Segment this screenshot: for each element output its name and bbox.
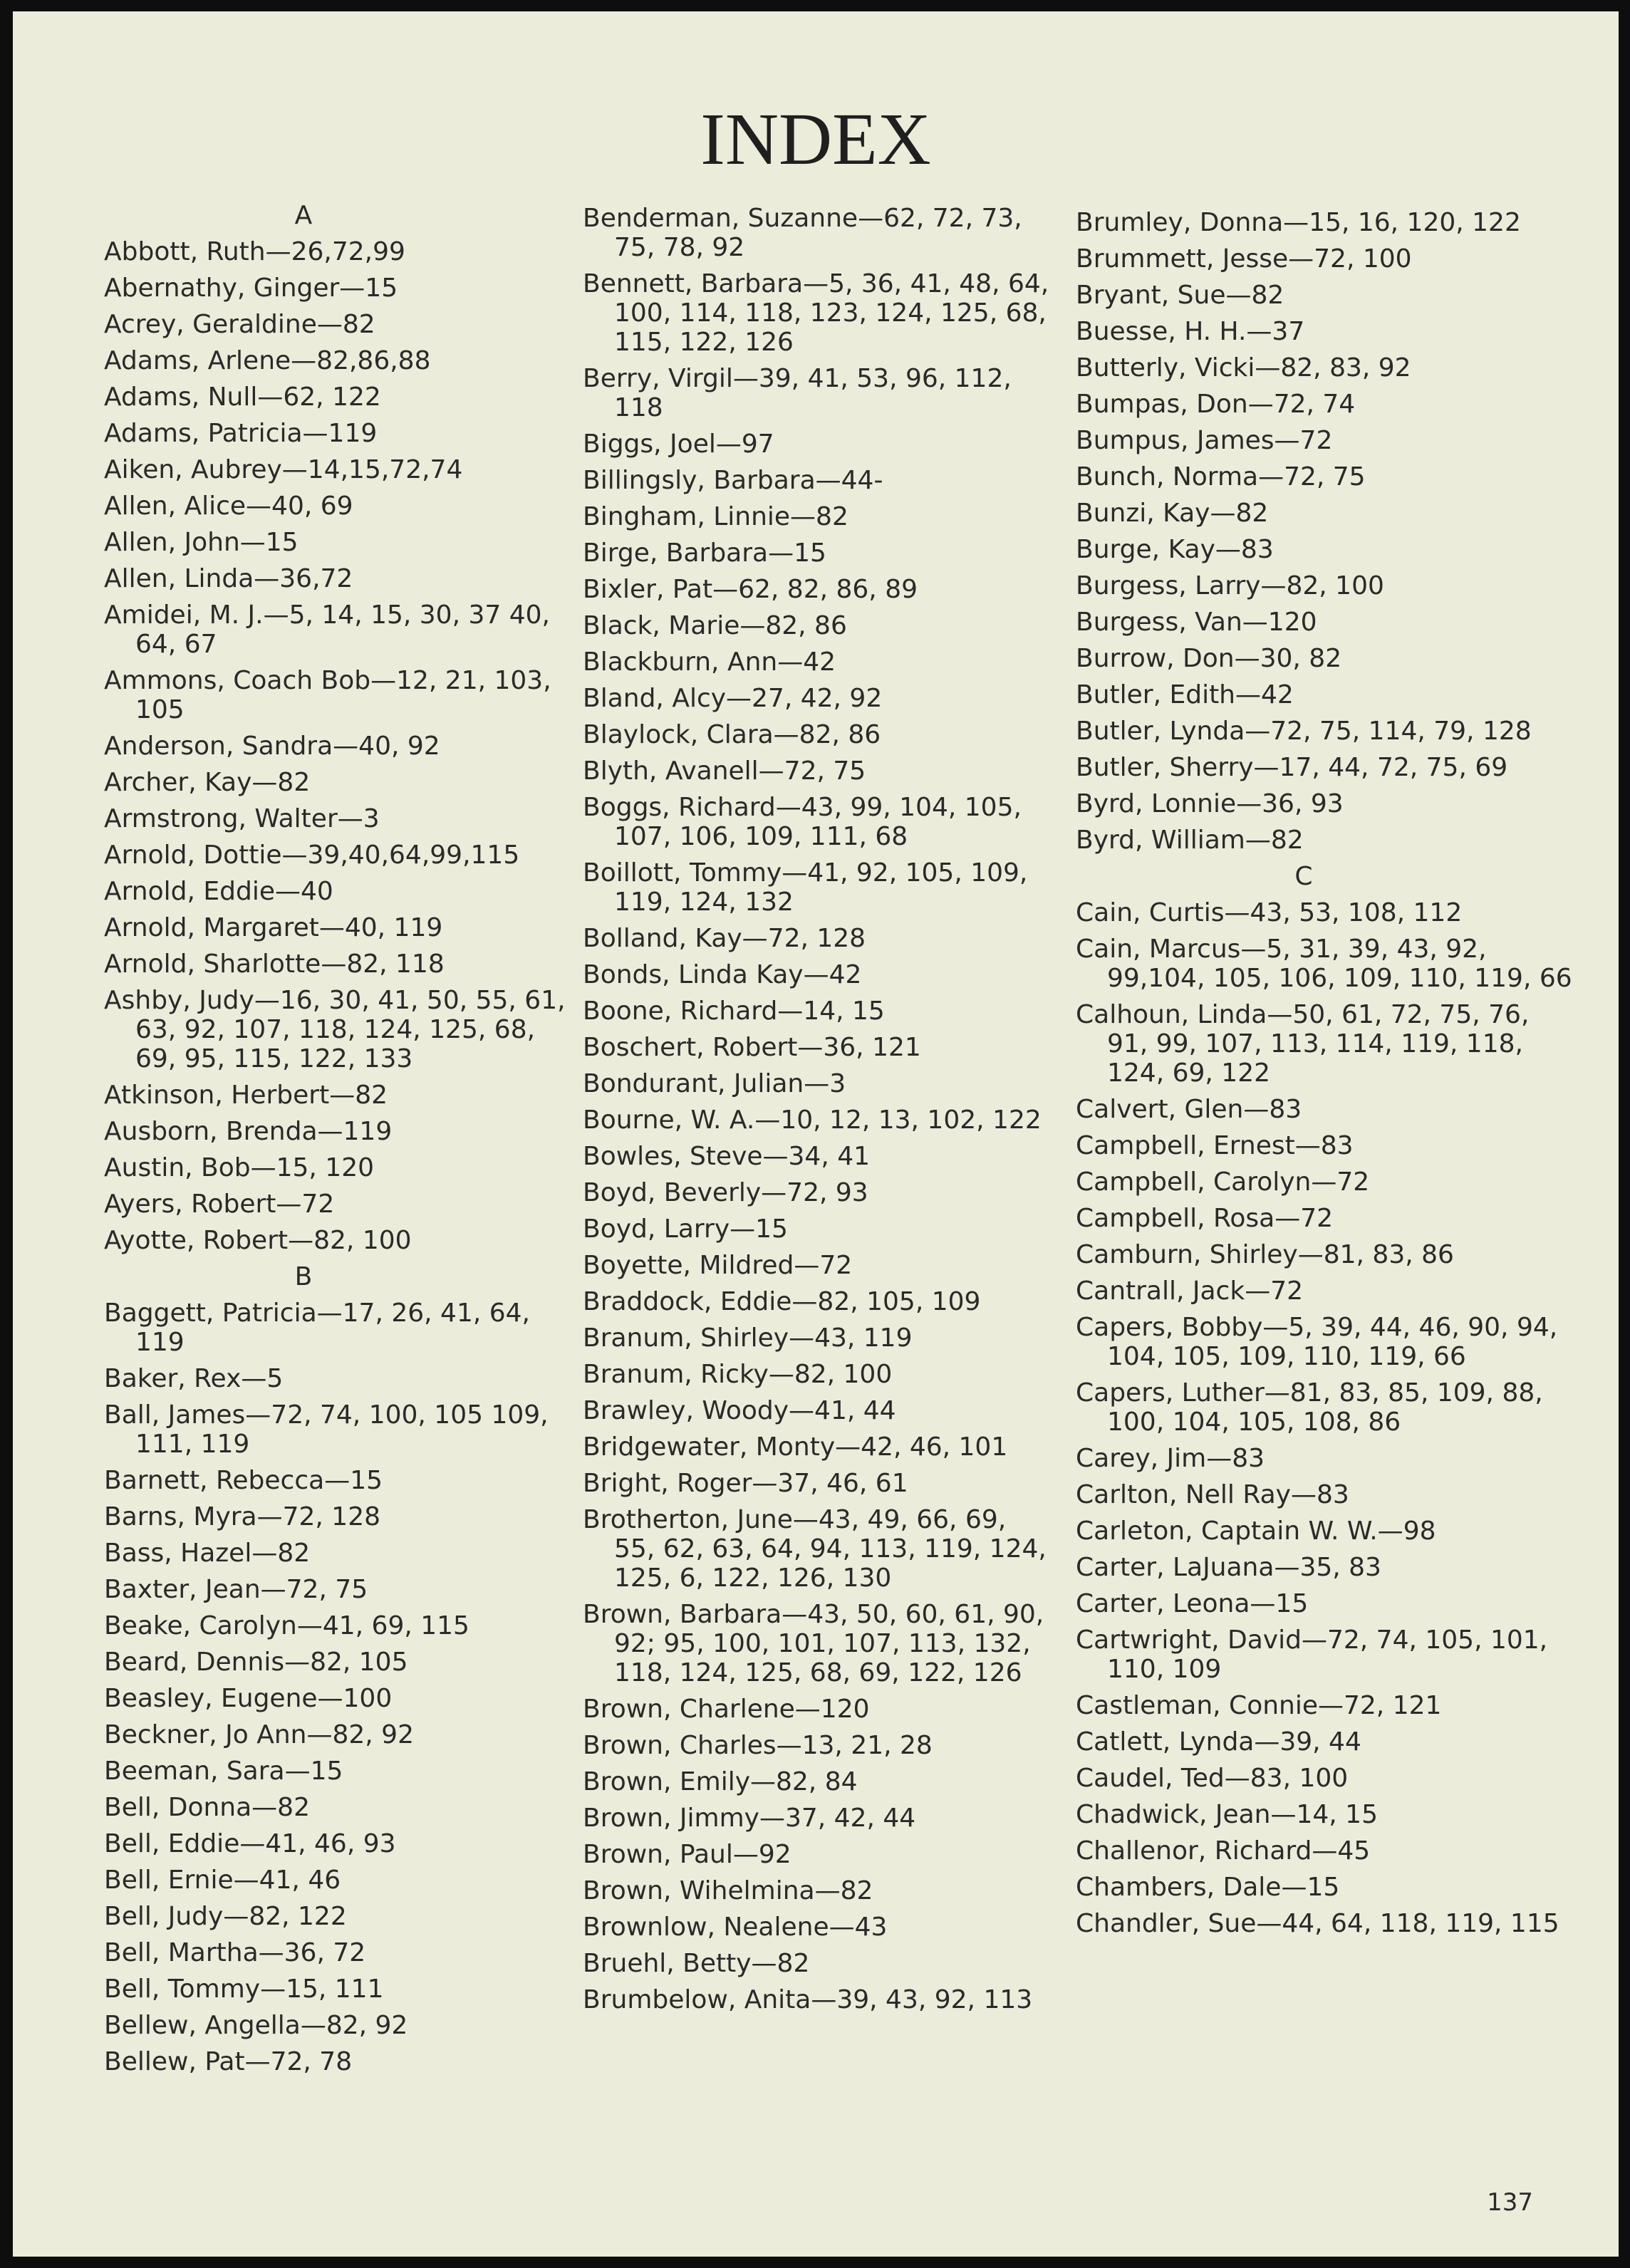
index-entry: Adams, Patricia—119 [104, 419, 378, 448]
section-letter: A [294, 201, 313, 230]
index-entry: Chambers, Dale—15 [1076, 1873, 1340, 1902]
index-entry: Ayotte, Robert—82, 100 [104, 1226, 412, 1255]
index-entry: Boillott, Tommy—41, 92, 105, 109, 119, 124, 132 [583, 858, 1028, 917]
index-entry: Brumley, Donna—15, 16, 120, 122 [1076, 208, 1521, 237]
index-entry: Cantrall, Jack—72 [1076, 1276, 1304, 1306]
index-entry: Bland, Alcy—27, 42, 92 [583, 684, 883, 713]
index-entry: Bourne, W. A.—10, 12, 13, 102, 122 [583, 1106, 1042, 1135]
index-entry: Bell, Judy—82, 122 [104, 1902, 347, 1931]
index-entry: Butterly, Vicki—82, 83, 92 [1076, 353, 1411, 383]
index-entry: Austin, Bob—15, 120 [104, 1153, 375, 1182]
index-entry: Boyette, Mildred—72 [583, 1251, 853, 1280]
index-entry: Bunzi, Kay—82 [1076, 499, 1269, 528]
index-entry: Butler, Lynda—72, 75, 114, 79, 128 [1076, 717, 1532, 746]
index-entry: Birge, Barbara—15 [583, 539, 826, 568]
index-entry: Burgess, Van—120 [1076, 608, 1317, 637]
index-entry: Beake, Carolyn—41, 69, 115 [104, 1611, 469, 1640]
index-entry: Adams, Arlene—82,86,88 [104, 346, 431, 375]
index-entry: Bondurant, Julian—3 [583, 1069, 846, 1098]
index-entry: Abernathy, Ginger—15 [104, 274, 398, 303]
index-entry: Baker, Rex—5 [104, 1364, 284, 1393]
index-entry: Bell, Eddie—41, 46, 93 [104, 1829, 396, 1858]
index-entry: Brumbelow, Anita—39, 43, 92, 113 [583, 1985, 1033, 2014]
index-entry: Abbott, Ruth—26,72,99 [104, 237, 405, 266]
index-entry: Bell, Tommy—15, 111 [104, 1975, 384, 2004]
index-entry: Bingham, Linnie—82 [583, 502, 848, 531]
index-entry: Catlett, Lynda—39, 44 [1076, 1727, 1361, 1757]
index-entry: Ashby, Judy—16, 30, 41, 50, 55, 61, 63, 92, 107, 118, 124, 125, 68, 69, 95, 115, 122, 133 [104, 986, 566, 1073]
index-entry: Blyth, Avanell—72, 75 [583, 756, 866, 786]
index-entry: Buesse, H. H.—37 [1076, 317, 1305, 346]
index-entry: Capers, Bobby—5, 39, 44, 46, 90, 94, 104, 105, 109, 110, 119, 66 [1076, 1313, 1558, 1371]
index-entry: Butler, Edith—42 [1076, 680, 1294, 709]
index-entry: Bright, Roger—37, 46, 61 [583, 1469, 908, 1498]
index-entry: Atkinson, Herbert—82 [104, 1081, 388, 1110]
index-entry: Bolland, Kay—72, 128 [583, 924, 866, 953]
index-page [13, 11, 1619, 2257]
index-entry: Arnold, Margaret—40, 119 [104, 913, 443, 942]
index-column-1 [104, 201, 574, 2084]
index-entry: Bunch, Norma—72, 75 [1076, 462, 1366, 491]
index-entry: Ausborn, Brenda—119 [104, 1117, 393, 1146]
index-entry: Bonds, Linda Kay—42 [583, 960, 862, 989]
index-entry: Archer, Kay—82 [104, 768, 311, 797]
index-entry: Baxter, Jean—72, 75 [104, 1575, 368, 1604]
index-entry: Capers, Luther—81, 83, 85, 109, 88, 100, 104, 105, 108, 86 [1076, 1378, 1543, 1437]
index-entry: Bridgewater, Monty—42, 46, 101 [583, 1432, 1008, 1462]
index-entry: Anderson, Sandra—40, 92 [104, 732, 440, 761]
index-entry: Boone, Richard—14, 15 [583, 997, 885, 1026]
index-entry: Carter, LaJuana—35, 83 [1076, 1553, 1381, 1582]
index-entry: Cartwright, David—72, 74, 105, 101, 110, 109 [1076, 1625, 1548, 1684]
index-entry: Brawley, Woody—41, 44 [583, 1396, 896, 1425]
index-entry: Armstrong, Walter—3 [104, 804, 380, 833]
index-entry: Carey, Jim—83 [1076, 1444, 1265, 1473]
index-entry: Barns, Myra—72, 128 [104, 1502, 381, 1531]
section-letter: C [1294, 862, 1313, 891]
index-entry: Bell, Martha—36, 72 [104, 1938, 366, 1967]
index-entry: Branum, Shirley—43, 119 [583, 1323, 913, 1353]
index-entry: Arnold, Dottie—39,40,64,99,115 [104, 841, 520, 870]
section-letter: B [294, 1262, 313, 1291]
index-entry: Castleman, Connie—72, 121 [1076, 1691, 1442, 1720]
index-entry: Bumpas, Don—72, 74 [1076, 390, 1356, 419]
index-column-2 [583, 204, 1053, 2022]
index-entry: Bixler, Pat—62, 82, 86, 89 [583, 575, 918, 604]
index-entry: Bryant, Sue—82 [1076, 281, 1284, 310]
index-entry: Billingsly, Barbara—44- [583, 466, 883, 495]
index-entry: Campbell, Carolyn—72 [1076, 1167, 1370, 1197]
index-entry: Allen, Linda—36,72 [104, 564, 353, 593]
index-entry: Boyd, Beverly—72, 93 [583, 1178, 868, 1207]
index-entry: Bell, Donna—82 [104, 1793, 310, 1822]
index-entry: Chadwick, Jean—14, 15 [1076, 1800, 1378, 1829]
index-entry: Ball, James—72, 74, 100, 105 109, 111, 119 [104, 1400, 549, 1459]
index-entry: Aiken, Aubrey—14,15,72,74 [104, 455, 463, 484]
index-entry: Ayers, Robert—72 [104, 1190, 335, 1219]
index-entry: Benderman, Suzanne—62, 72, 73, 75, 78, 92 [583, 204, 1022, 262]
index-entry: Allen, John—15 [104, 528, 299, 557]
index-entry: Beard, Dennis—82, 105 [104, 1648, 408, 1677]
index-entry: Ammons, Coach Bob—12, 21, 103, 105 [104, 666, 551, 724]
index-entry: Bellew, Pat—72, 78 [104, 2047, 353, 2076]
index-entry: Boyd, Larry—15 [583, 1214, 788, 1244]
index-entry: Beckner, Jo Ann—82, 92 [104, 1720, 414, 1749]
index-entry: Brown, Emily—82, 84 [583, 1767, 858, 1796]
index-entry: Baggett, Patricia—17, 26, 41, 64, 119 [104, 1299, 530, 1357]
index-entry: Campbell, Ernest—83 [1076, 1131, 1354, 1160]
index-entry: Brotherton, June—43, 49, 66, 69, 55, 62, 63, 64, 94, 113, 119, 124, 125, 6, 122, 126, 130 [583, 1505, 1047, 1593]
index-entry: Brown, Paul—92 [583, 1840, 791, 1869]
index-entry: Bellew, Angella—82, 92 [104, 2011, 408, 2040]
index-entry: Brownlow, Nealene—43 [583, 1913, 888, 1942]
index-entry: Brown, Wihelmina—82 [583, 1876, 873, 1905]
page-title: INDEX [700, 98, 931, 180]
index-column-3 [1076, 208, 1574, 1945]
index-entry: Bowles, Steve—34, 41 [583, 1142, 871, 1171]
index-entry: Biggs, Joel—97 [583, 430, 774, 459]
index-entry: Bass, Hazel—82 [104, 1539, 311, 1568]
index-entry: Caudel, Ted—83, 100 [1076, 1764, 1349, 1793]
index-entry: Beeman, Sara—15 [104, 1757, 343, 1786]
index-entry: Burrow, Don—30, 82 [1076, 644, 1342, 673]
index-entry: Black, Marie—82, 86 [583, 611, 847, 640]
index-entry: Barnett, Rebecca—15 [104, 1466, 383, 1495]
index-entry: Byrd, Lonnie—36, 93 [1076, 789, 1344, 818]
index-entry: Challenor, Richard—45 [1076, 1836, 1371, 1866]
index-entry: Braddock, Eddie—82, 105, 109 [583, 1287, 981, 1316]
index-entry: Carlton, Nell Ray—83 [1076, 1480, 1349, 1509]
index-entry: Calvert, Glen—83 [1076, 1095, 1302, 1124]
index-entry: Acrey, Geraldine—82 [104, 310, 375, 339]
index-entry: Adams, Null—62, 122 [104, 383, 381, 412]
index-entry: Byrd, William—82 [1076, 826, 1304, 855]
index-entry: Burge, Kay—83 [1076, 535, 1274, 564]
index-entry: Brown, Charles—13, 21, 28 [583, 1731, 933, 1760]
index-entry: Cain, Marcus—5, 31, 39, 43, 92, 99,104, 105, 106, 109, 110, 119, 66 [1076, 935, 1572, 993]
index-entry: Beasley, Eugene—100 [104, 1684, 393, 1713]
index-entry: Allen, Alice—40, 69 [104, 491, 353, 521]
index-entry: Brown, Charlene—120 [583, 1695, 870, 1724]
index-entry: Berry, Virgil—39, 41, 53, 96, 112, 118 [583, 364, 1012, 422]
index-entry: Chandler, Sue—44, 64, 118, 119, 115 [1076, 1909, 1559, 1938]
index-entry: Arnold, Eddie—40 [104, 877, 333, 906]
index-entry: Bumpus, James—72 [1076, 426, 1333, 455]
index-entry: Burgess, Larry—82, 100 [1076, 571, 1384, 600]
index-entry: Bennett, Barbara—5, 36, 41, 48, 64, 100, 114, 118, 123, 124, 125, 68, 115, 122, 126 [583, 269, 1049, 357]
index-entry: Camburn, Shirley—81, 83, 86 [1076, 1240, 1454, 1269]
index-entry: Arnold, Sharlotte—82, 118 [104, 950, 445, 979]
index-entry: Blackburn, Ann—42 [583, 647, 836, 677]
index-entry: Carter, Leona—15 [1076, 1589, 1309, 1618]
index-entry: Bell, Ernie—41, 46 [104, 1866, 341, 1895]
index-entry: Amidei, M. J.—5, 14, 15, 30, 37 40, 64, 67 [104, 600, 550, 659]
index-entry: Cain, Curtis—43, 53, 108, 112 [1076, 898, 1463, 927]
page-number: 137 [1487, 2188, 1533, 2217]
index-entry: Bruehl, Betty—82 [583, 1949, 810, 1978]
index-entry: Calhoun, Linda—50, 61, 72, 75, 76, 91, 99, 107, 113, 114, 119, 118, 124, 69, 122 [1076, 1000, 1530, 1088]
index-entry: Butler, Sherry—17, 44, 72, 75, 69 [1076, 753, 1508, 782]
index-entry: Branum, Ricky—82, 100 [583, 1360, 893, 1389]
index-entry: Brummett, Jesse—72, 100 [1076, 244, 1412, 274]
index-entry: Campbell, Rosa—72 [1076, 1204, 1334, 1233]
index-entry: Boschert, Robert—36, 121 [583, 1033, 921, 1062]
index-entry: Blaylock, Clara—82, 86 [583, 720, 881, 749]
index-entry: Carleton, Captain W. W.—98 [1076, 1517, 1436, 1546]
index-entry: Brown, Jimmy—37, 42, 44 [583, 1804, 916, 1833]
index-entry: Brown, Barbara—43, 50, 60, 61, 90, 92; 95, 100, 101, 107, 113, 132, 118, 124, 125, 68, 69, 122, 126 [583, 1600, 1044, 1687]
index-entry: Boggs, Richard—43, 99, 104, 105, 107, 106, 109, 111, 68 [583, 793, 1022, 851]
